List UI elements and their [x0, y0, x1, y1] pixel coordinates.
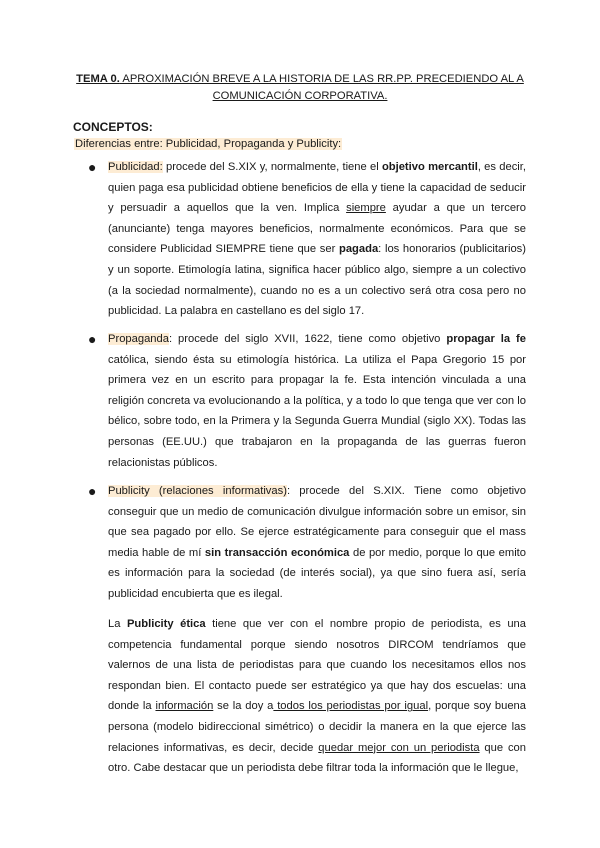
text-span: de por medio, porque lo que emito es información para la sociedad (de interés social), ya que sino fuera así, sería publicidad encubierta que es ilegal.	[108, 546, 527, 600]
text-span: se la doy a	[213, 700, 274, 713]
document-title	[60, 71, 540, 105]
title-line2: COMUNICACIÓN CORPORATIVA.	[212, 90, 388, 102]
paragraph-publicity	[108, 481, 526, 605]
section-heading: CONCEPTOS:	[73, 120, 153, 134]
text-span: ayudar a que un tercero (anunciante) tenga mayores beneficios, normalmente económicos. Para que se considere Publicidad SIEMPRE tiene que ser	[108, 202, 526, 256]
term-propaganda: Propaganda	[108, 333, 169, 345]
bullet-icon: ●	[88, 331, 97, 347]
text-span: , es decir, quien paga esa publicidad obtiene beneficios de ella y tiene la capacidad de seducir y persuadir a aquellos que la ven. Implica	[108, 161, 526, 215]
paragraph-publicidad	[108, 157, 526, 322]
text-span: : los honorarios (publicitarios) y un soporte. Etimología latina, significa hacer público algo, siempre a un colectivo (a la sociedad normalmente), cuando no es a un colectivo será otra cosa pero no publicidad. La palabra en castellano es del siglo 17.	[108, 243, 526, 318]
text-span: : procede del siglo XVII, 1622, tiene como objetivo	[168, 333, 447, 345]
title-rest: APROXIMACIÓN BREVE A LA HISTORIA DE LAS RR.PP. PRECEDIENDO AL A	[119, 73, 524, 85]
text-span: , porque soy buena persona (modelo bidireccional simétrico) o decidir la manera en la que ejerce las relaciones informativas, es decir, decide	[108, 700, 526, 754]
text-span: procede del S.XIX y, normalmente, tiene el	[162, 161, 382, 173]
underline-span: quedar mejor con un periodista	[318, 741, 480, 754]
bold-span: sin transacción económica	[204, 546, 350, 559]
bold-span: objetivo mercantil	[381, 161, 478, 173]
term-publicidad: Publicidad:	[108, 161, 163, 173]
bold-span: propagar la fe	[446, 333, 527, 345]
text-span: La	[108, 618, 127, 630]
bullet-icon: ●	[88, 483, 97, 499]
bullet-icon: ●	[88, 159, 97, 175]
underline-span: siempre	[346, 202, 386, 215]
title-lead: TEMA 0.	[76, 73, 120, 85]
underline-span: información	[155, 700, 214, 713]
underline-span: todos los periodistas por igual	[273, 700, 429, 713]
bold-span: Publicity ética	[126, 618, 206, 630]
subheading-highlight: Diferencias entre: Publicidad, Propaganda y Publicity:	[75, 138, 342, 150]
text-span: católica, siendo ésta su etimología histórica. La utiliza el Papa Gregorio 15 por primera vez en un escrito para propagar la fe. Esta intención vinculada a una religión concreta va evolucionando a la política, y a todo lo que tenga que ver con lo bélico, sobre todo, en la Primera y la Segunda Guerra Mundial (siglo XX). Todas las personas (EE.UU.) que trabajaron en la propaganda de las guerras fueron relacionistas públicos.	[108, 353, 526, 469]
term-publicity: Publicity (relaciones informativas)	[108, 485, 287, 497]
text-span: tiene que ver con el nombre propio de periodista, es una competencia fundamental porque siendo nosotros DIRCOM tendríamos que valernos de una lista de periodistas para que cuando los necesitamos ellos nos respondan bien. El contacto puede ser estratégico ya que hay dos escuelas: una donde la	[108, 618, 527, 713]
paragraph-propaganda	[108, 329, 526, 473]
text-span: : procede del S.XIX. Tiene como objetivo conseguir que un medio de comunicación divulgue información sobre un emisor, sin que sea pagado por ello. Se ejerce estratégicamente para conseguir que el mass media hable de mí	[108, 485, 526, 559]
bold-span: pagada	[339, 243, 379, 256]
text-span: que con otro. Cabe destacar que un periodista debe filtrar toda la información que le llegue,	[108, 741, 527, 775]
paragraph-publicity-etica	[108, 614, 526, 779]
